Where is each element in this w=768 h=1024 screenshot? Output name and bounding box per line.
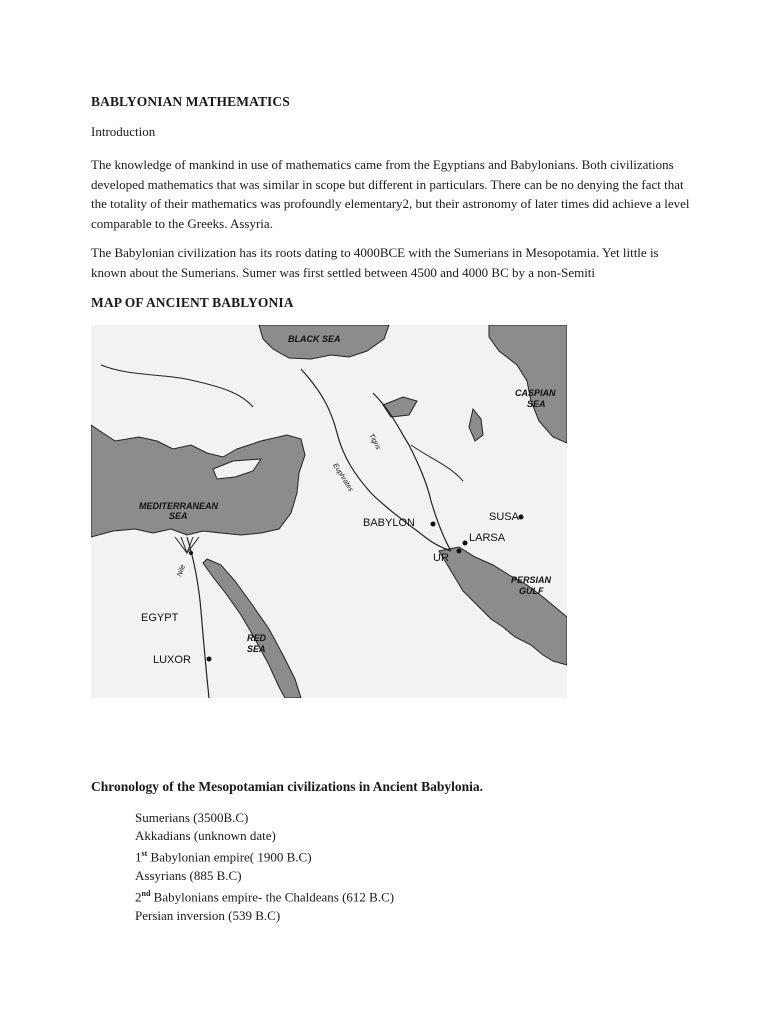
egypt-label: EGYPT — [141, 612, 179, 624]
black-sea-label: BLACK SEA — [288, 334, 341, 344]
mediterranean-label-2: SEA — [169, 511, 188, 521]
egypt-marker — [189, 551, 193, 555]
list-item — [135, 809, 394, 827]
ancient-babylonia-map — [91, 325, 567, 698]
babylon-label: BABYLON — [363, 517, 415, 529]
list-item — [135, 885, 394, 907]
chronology-second-babylonian: Babylonians empire- the Chaldeans (612 B.C) — [150, 889, 395, 905]
chronology-list — [135, 809, 394, 925]
list-item — [135, 867, 394, 885]
chronology-first-number: 1 — [135, 849, 142, 865]
babylon-marker — [431, 522, 436, 527]
persian-gulf-label-2: GULF — [519, 586, 544, 596]
tigris-label: Tigris — [367, 432, 382, 452]
list-item — [135, 827, 394, 845]
larsa-label: LARSA — [469, 532, 506, 544]
chronology-first-suffix: st — [141, 849, 148, 859]
list-item — [135, 845, 394, 867]
caspian-sea-label-2: SEA — [527, 399, 546, 409]
chronology-persian: Persian inversion (539 B.C) — [135, 907, 281, 923]
ur-label: UR — [433, 552, 449, 564]
chronology-first-babylonian: Babylonian empire( 1900 B.C) — [147, 849, 312, 865]
persian-gulf-label-1: PERSIAN — [511, 575, 552, 585]
larsa-marker — [463, 541, 468, 546]
ur-marker — [457, 549, 462, 554]
red-sea-label-1: RED — [247, 633, 267, 643]
chronology-sumerians: Sumerians (3500B.C) — [135, 810, 249, 825]
chronology-second-suffix: nd — [141, 889, 151, 899]
introduction-heading: Introduction — [91, 124, 156, 139]
caspian-sea-label-1: CASPIAN — [515, 388, 556, 398]
nile-label: Nile — [176, 563, 188, 578]
euphrates-label: Euphrates — [331, 462, 355, 494]
luxor-marker — [207, 657, 212, 662]
paragraph-1: The knowledge of mankind in use of mathematics came from the Egyptians and Babylonians. Both civilizations developed mathematics that was similar in scope but different in particulars. There can be no denying the fact that the totality of their mathematics was profoundly elementary2, but their astronomy of later times did achieve a level comparable to the Greeks. Assyria. — [91, 157, 690, 231]
chronology-title: Chronology of the Mesopotamian civilizations in Ancient Babylonia. — [91, 779, 484, 794]
map-heading: MAP OF ANCIENT BABLYONIA — [91, 295, 294, 310]
chronology-akkadians: Akkadians (unknown date) — [135, 828, 276, 844]
list-item — [135, 907, 394, 925]
map-svg — [91, 325, 567, 698]
paragraph-2: The Babylonian civilization has its roots dating to 4000BCE with the Sumerians in Mesopotamia. Yet little is known about the Sumerians. Sumer was first settled between 4500 and 4000 BC by a non-Semiti — [91, 245, 659, 280]
susa-label: SUSA — [489, 511, 519, 523]
chronology-second-number: 2 — [135, 889, 142, 905]
chronology-assyrians: Assyrians (885 B.C) — [135, 867, 242, 883]
luxor-label: LUXOR — [153, 654, 191, 666]
susa-marker — [519, 515, 524, 520]
red-sea-label-2: SEA — [247, 644, 266, 654]
document-title: BABLYONIAN MATHEMATICS — [91, 94, 290, 109]
mediterranean-label-1: MEDITERRANEAN — [139, 501, 219, 511]
